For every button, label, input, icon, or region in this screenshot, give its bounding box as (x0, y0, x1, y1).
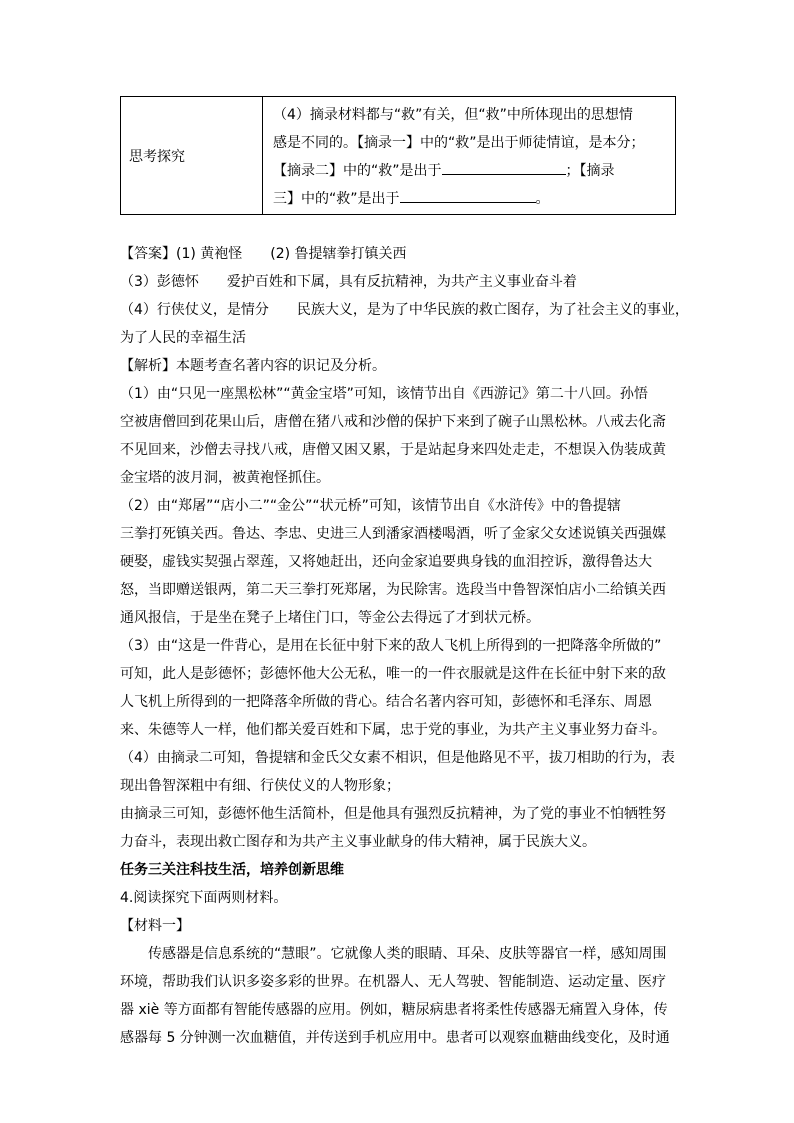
analysis-line: 力奋斗，表现出救亡图存和为共产主义事业献身的伟大精神，属于民族大义。 (120, 834, 596, 850)
analysis-line: （4）由摘录二可知，鲁提辖和金氏父女素不相识，但是他路见不平，拔刀相助的行为，表 (120, 750, 675, 766)
analysis-line: （2）由“郑屠”“店小二”“金公”“状元桥”可知，该情节出自《水浒传》中的鲁提辖 (120, 498, 621, 514)
material-line: 器 xiè 等方面都有智能传感器的应用。例如，糖尿病患者将柔性传感器无痛置入身体，传 (120, 1002, 668, 1018)
answer-line: （4）行侠仗义，是情分 民族大义，是为了中华民族的救亡图存，为了社会主义的事业， (120, 302, 689, 318)
table-line: （4）摘录材料都与“救”有关，但“救”中所体现出的思想情 (273, 107, 633, 123)
analysis-line: 人飞机上所得到的一把降落伞所做的背心。结合名著内容可知，彭德怀和毛泽东、周恩 (120, 694, 652, 710)
material-title: 【材料一】 (120, 918, 190, 934)
analysis-line: 由摘录三可知，彭德怀他生活简朴，但是他具有强烈反抗精神，为了党的事业不怕牺牲努 (120, 806, 666, 822)
analysis-line: （1）由“只见一座黑松林”“黄金宝塔”可知，该情节出自《西游记》第二十八回。孙悟 (120, 386, 648, 402)
analysis-intro: 【解析】本题考查名著内容的识记及分析。 (120, 358, 386, 374)
table-label: 思考探究 (129, 148, 185, 165)
answer-blank[interactable] (442, 158, 566, 175)
analysis-line: （3）由“这是一件背心，是用在长征中射下来的敌人飞机上所得到的一把降落伞所做的” (120, 638, 662, 654)
answer-line: 【答案】(1) 黄袍怪 (2) 鲁提辖拳打镇关西 (120, 246, 407, 262)
table-line: 【摘录二】中的“救”是出于 ；【摘录 (273, 157, 667, 185)
analysis-line: 硬娶，虚钱实契强占翠莲，又将她赶出，还向金家追要典身钱的血泪控诉，激得鲁达大 (120, 554, 652, 570)
analysis-line: 来、朱德等人一样，他们都关爱百姓和下属，忠于党的事业，为共产主义事业努力奋斗。 (120, 722, 666, 738)
table-line: 三】中的“救”是出于 。 (273, 185, 667, 213)
answer-blank[interactable] (400, 186, 536, 203)
analysis-line: 怒，当即赠送银两，第二天三拳打死郑屠，为民除害。选段当中鲁智深怕店小二给镇关西 (120, 582, 666, 598)
question-table (120, 96, 676, 215)
answer-line: 为了人民的幸福生活 (120, 330, 246, 346)
analysis-line: 空被唐僧回到花果山后，唐僧在猪八戒和沙僧的保护下来到了碗子山黑松林。八戒去化斋 (120, 414, 666, 430)
table-label-cell (121, 97, 263, 214)
analysis-line: 三拳打死镇关西。鲁达、李忠、史进三人到潘家酒楼喝酒，听了金家父女述说镇关西强媒 (120, 526, 666, 542)
task-heading: 任务三关注科技生活，培养创新思维 (120, 862, 344, 878)
answer-line: （3）彭德怀 爱护百姓和下属，具有反抗精神，为共产主义事业奋斗着 (120, 274, 577, 290)
body-text (120, 240, 689, 1052)
material-line: 传感器是信息系统的“慧眼”。它就像人类的眼睛、耳朵、皮肤等器官一样，感知周围 (148, 946, 667, 962)
analysis-line: 金宝塔的波月洞，被黄袍怪抓住。 (120, 470, 330, 486)
question-4: 4.阅读探究下面两则材料。 (120, 890, 288, 906)
table-content-cell (263, 97, 675, 214)
table-line: 感是不同的。【摘录一】中的“救”是出于师徒情谊，是本分； (273, 135, 645, 151)
material-line: 环境，帮助我们认识多姿多彩的世界。在机器人、无人驾驶、智能制造、运动定量、医疗 (120, 974, 666, 990)
analysis-line: 不见回来，沙僧去寻找八戒，唐僧又困又累，于是站起身来四处走走，不想误入伪装成黄 (120, 442, 666, 458)
analysis-line: 通风报信，于是坐在凳子上堵住门口，等金公去得远了才到状元桥。 (120, 610, 540, 626)
material-line: 感器每 5 分钟测一次血糖值，并传送到手机应用中。患者可以观察血糖曲线变化，及时通 (120, 1030, 670, 1046)
analysis-line: 现出鲁智深粗中有细、行侠仗义的人物形象； (120, 778, 400, 794)
analysis-line: 可知，此人是彭德怀；彭德怀他大公无私，唯一的一件衣服就是这件在长征中射下来的敌 (120, 666, 666, 682)
